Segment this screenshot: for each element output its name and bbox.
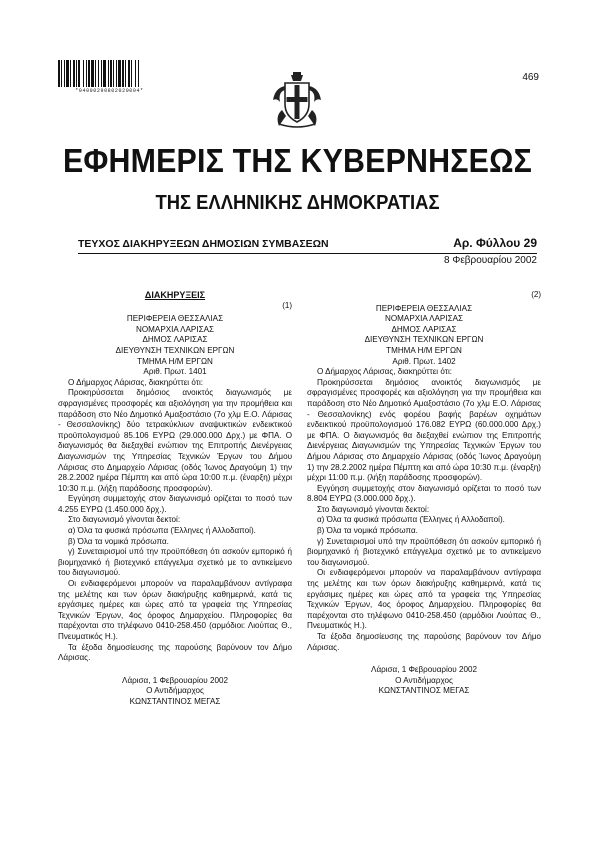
paragraph: Ο Δήμαρχος Λάρισας, διακηρύττει ότι:: [68, 377, 203, 387]
signature-place-date: Λάρισα, 1 Φεβρουαρίου 2002: [122, 675, 228, 685]
authority-line: ΤΜΗΜΑ Η/Μ ΕΡΓΩΝ: [137, 356, 213, 366]
paragraph: α) Όλα τα φυσικά πρόσωπα (Έλληνες ή Αλλοδαποί).: [317, 515, 505, 525]
barcode-number: *04000290802020004*: [75, 88, 144, 94]
paragraph: Οι ενδιαφερόμενοι μπορούν να παραλαμβάνουν αντίγραφα της μελέτης και των όρων διακήρυξης καθημερινά, κατά τις εργάσιμες ημέρες και ώρες από τα γραφεία της Υπηρεσίας Τεχνικών Έργων, 4ος όροφος Δημαρχείου. Πληροφορίες θα παρέχονται στο τηλέφωνο 0410-258.450 (αρμόδιοι Λιούπας Θ., Πνευματικός Η.).: [307, 568, 541, 631]
left-column: [58, 290, 292, 708]
paragraph: β) Όλα τα νομικά πρόσωπα.: [68, 536, 169, 546]
section-heading: ΔΙΑΚΗΡΥΞΕΙΣ: [144, 290, 206, 300]
signature-role: Ο Αντιδήμαρχος: [146, 686, 204, 696]
authority-line: ΠΕΡΙΦΕΡΕΙΑ ΘΕΣΣΑΛΙΑΣ: [126, 314, 224, 324]
notice-marker: (2): [531, 290, 541, 299]
authority-line: ΔΙΕΥΘΥΝΣΗ ΤΕΧΝΙΚΩΝ ΕΡΓΩΝ: [115, 345, 235, 355]
right-column: [307, 290, 541, 697]
signature-role: Ο Αντιδήμαρχος: [395, 675, 453, 685]
authority-line: ΔΙΕΥΘΥΝΣΗ ΤΕΧΝΙΚΩΝ ΕΡΓΩΝ: [364, 335, 484, 345]
paragraph: Προκηρύσσεται δημόσιος ανοικτός διαγωνισμός με σφραγισμένες προσφορές και αξιολόγηση για την προμήθεια και παράδοση στο Νέο Δημοτικό Αμαξοστάσιο (7ο χλμ Ε.Ο. Λάρισας - Θεσσαλονίκης) δύο τετρακύκλιων αναψυκτικών ενδεικτικού προϋπολογισμού 85.106 ΕΥΡΩ (29.000.000 Δρχ.) με ΦΠΑ. Ο διαγωνισμός θα διεξαχθεί ενώπιον της Επιτροπής Διενέργειας Διαγωνισμών της Υπηρεσίας Τεχνικών Έργων του Δήμου Λάρισας στο Δημαρχείο Λάρισας (οδός Ίωνος Δραγούμη 1) την 28.2.2002 ημέρα Πέμπτη και από ώρα 10:00 π.μ. (έναρξη) μέχρι 10:30 π.μ. (λήξη παράδοσης προσφορών).: [58, 388, 292, 493]
paragraph: Εγγύηση συμμετοχής στον διαγωνισμό ορίζεται το ποσό των 4.255 ΕΥΡΩ (1.450.000 δρχ.).: [58, 494, 292, 514]
series-name: ΤΕΥΧΟΣ ΔΙΑΚΗΡΥΞΕΩΝ ΔΗΜΟΣΙΩΝ ΣΥΜΒΑΣΕΩΝ: [78, 238, 329, 250]
signature-name: ΚΩΝΣΤΑΝΤΙΝΟΣ ΜΕΓΑΣ: [378, 686, 470, 696]
protocol-number: Αριθ. Πρωτ. 1402: [392, 356, 456, 366]
notice-marker: (1): [282, 300, 292, 310]
paragraph: Στο διαγωνισμό γίνονται δεκτοί:: [317, 504, 430, 514]
issue-line: [78, 236, 537, 254]
issue-date: 8 Φεβρουαρίου 2002: [444, 255, 537, 266]
paragraph: Προκηρύσσεται δημόσιος ανοικτός διαγωνισμός με σφραγισμένες προσφορές και αξιολόγηση για την προμήθεια και παράδοση στο Νέο Δημοτικό Αμαξοστάσιο (7ο χλμ Ε.Ο. Λάρισας - Θεσσαλονίκης) ενός φορέου βαφής βαρέων οχημάτων ενδεικτικού προϋπολογισμού 176.082 ΕΥΡΩ (60.000.000 Δρχ.) με ΦΠΑ. Ο διαγωνισμός θα διεξαχθεί ενώπιον της Επιτροπής Διενέργειας Διαγωνισμών της Υπηρεσίας Τεχνικών Έργων του Δήμου Λάρισας στο Δημαρχείο Λάρισας (οδός Ίωνος Δραγούμη 1) την 28.2.2002 ημέρα Πέμπτη και από ώρα 10:30 π.μ. (έναρξη) μέχρι 11:00 π.μ. (λήξη παράδοσης προσφορών).: [307, 377, 541, 483]
signature-name: ΚΩΝΣΤΑΝΤΙΝΟΣ ΜΕΓΑΣ: [129, 696, 221, 706]
sheet-value: 29: [523, 236, 537, 250]
paragraph: Στο διαγωνισμό γίνονται δεκτοί:: [68, 515, 181, 525]
page-number: 469: [522, 72, 539, 83]
gazette-subtitle: ΤΗΣ ΕΛΛΗΝΙΚΗΣ ΔΗΜΟΚΡΑΤΙΑΣ: [155, 192, 440, 214]
paragraph: Εγγύηση συμμετοχής στον διαγωνισμό ορίζεται το ποσό των 8.804 ΕΥΡΩ (3.000.000 δρχ.).: [307, 483, 541, 504]
paragraph: α) Όλα τα φυσικά πρόσωπα (Έλληνες ή Αλλοδαποί).: [68, 526, 256, 536]
greek-coat-of-arms-icon: [271, 70, 323, 128]
sheet-label: Αρ. Φύλλου: [453, 236, 521, 250]
authority-line: ΝΟΜΑΡΧΙΑ ΛΑΡΙΣΑΣ: [136, 324, 214, 334]
authority-line: ΔΗΜΟΣ ΛΑΡΙΣΑΣ: [391, 324, 457, 334]
barcode-icon: [58, 60, 161, 87]
sheet-number: [453, 236, 537, 250]
signature-place-date: Λάρισα, 1 Φεβρουαρίου 2002: [371, 665, 477, 675]
paragraph: γ) Συνεταιρισμοί υπό την προϋπόθεση ότι ασκούν εμπορικό ή βιομηχανικό ή βιοτεχνικό επάγγελμα σχετικό με το αντικείμενο του διαγωνισμού.: [58, 547, 292, 578]
paragraph: Ο Δήμαρχος Λάρισας, διακηρύττει ότι:: [317, 367, 452, 377]
barcode: [58, 60, 161, 94]
paragraph: β) Όλα τα νομικά πρόσωπα.: [317, 526, 418, 536]
protocol-number: Αριθ. Πρωτ. 1401: [143, 367, 207, 377]
paragraph: Τα έξοδα δημοσίευσης της παρούσης βαρύνουν τον Δήμο Λάρισας.: [58, 642, 292, 663]
authority-line: ΠΕΡΙΦΕΡΕΙΑ ΘΕΣΣΑΛΙΑΣ: [375, 303, 473, 313]
paragraph: γ) Συνεταιρισμοί υπό την προϋπόθεση ότι ασκούν εμπορικό ή βιομηχανικό ή βιοτεχνικό επάγγελμα σχετικό με το αντικείμενο του διαγωνισμού.: [307, 536, 541, 567]
paragraph: Οι ενδιαφερόμενοι μπορούν να παραλαμβάνουν αντίγραφα της μελέτης και των όρων διακήρυξης καθημερινά, κατά τις εργάσιμες ημέρες και ώρες από τα γραφεία της Υπηρεσίας Τεχνικών Έργων, 4ος όροφος Δημαρχείου. Πληροφορίες θα παρέχονται στο τηλέφωνο 0410-258.450 (αρμόδιοι: Λιούπας Θ., Πνευματικός Η.).: [58, 579, 292, 641]
paragraph: Τα έξοδα δημοσίευσης της παρούσης βαρύνουν τον Δήμο Λάρισας.: [307, 632, 541, 652]
authority-line: ΔΗΜΟΣ ΛΑΡΙΣΑΣ: [142, 335, 208, 345]
authority-line: ΝΟΜΑΡΧΙΑ ΛΑΡΙΣΑΣ: [385, 314, 463, 324]
gazette-title: ΕΦΗΜΕΡΙΣ ΤΗΣ ΚΥΒΕΡΝΗΣΕΩΣ: [63, 142, 532, 179]
authority-line: ΤΜΗΜΑ Η/Μ ΕΡΓΩΝ: [386, 345, 462, 355]
